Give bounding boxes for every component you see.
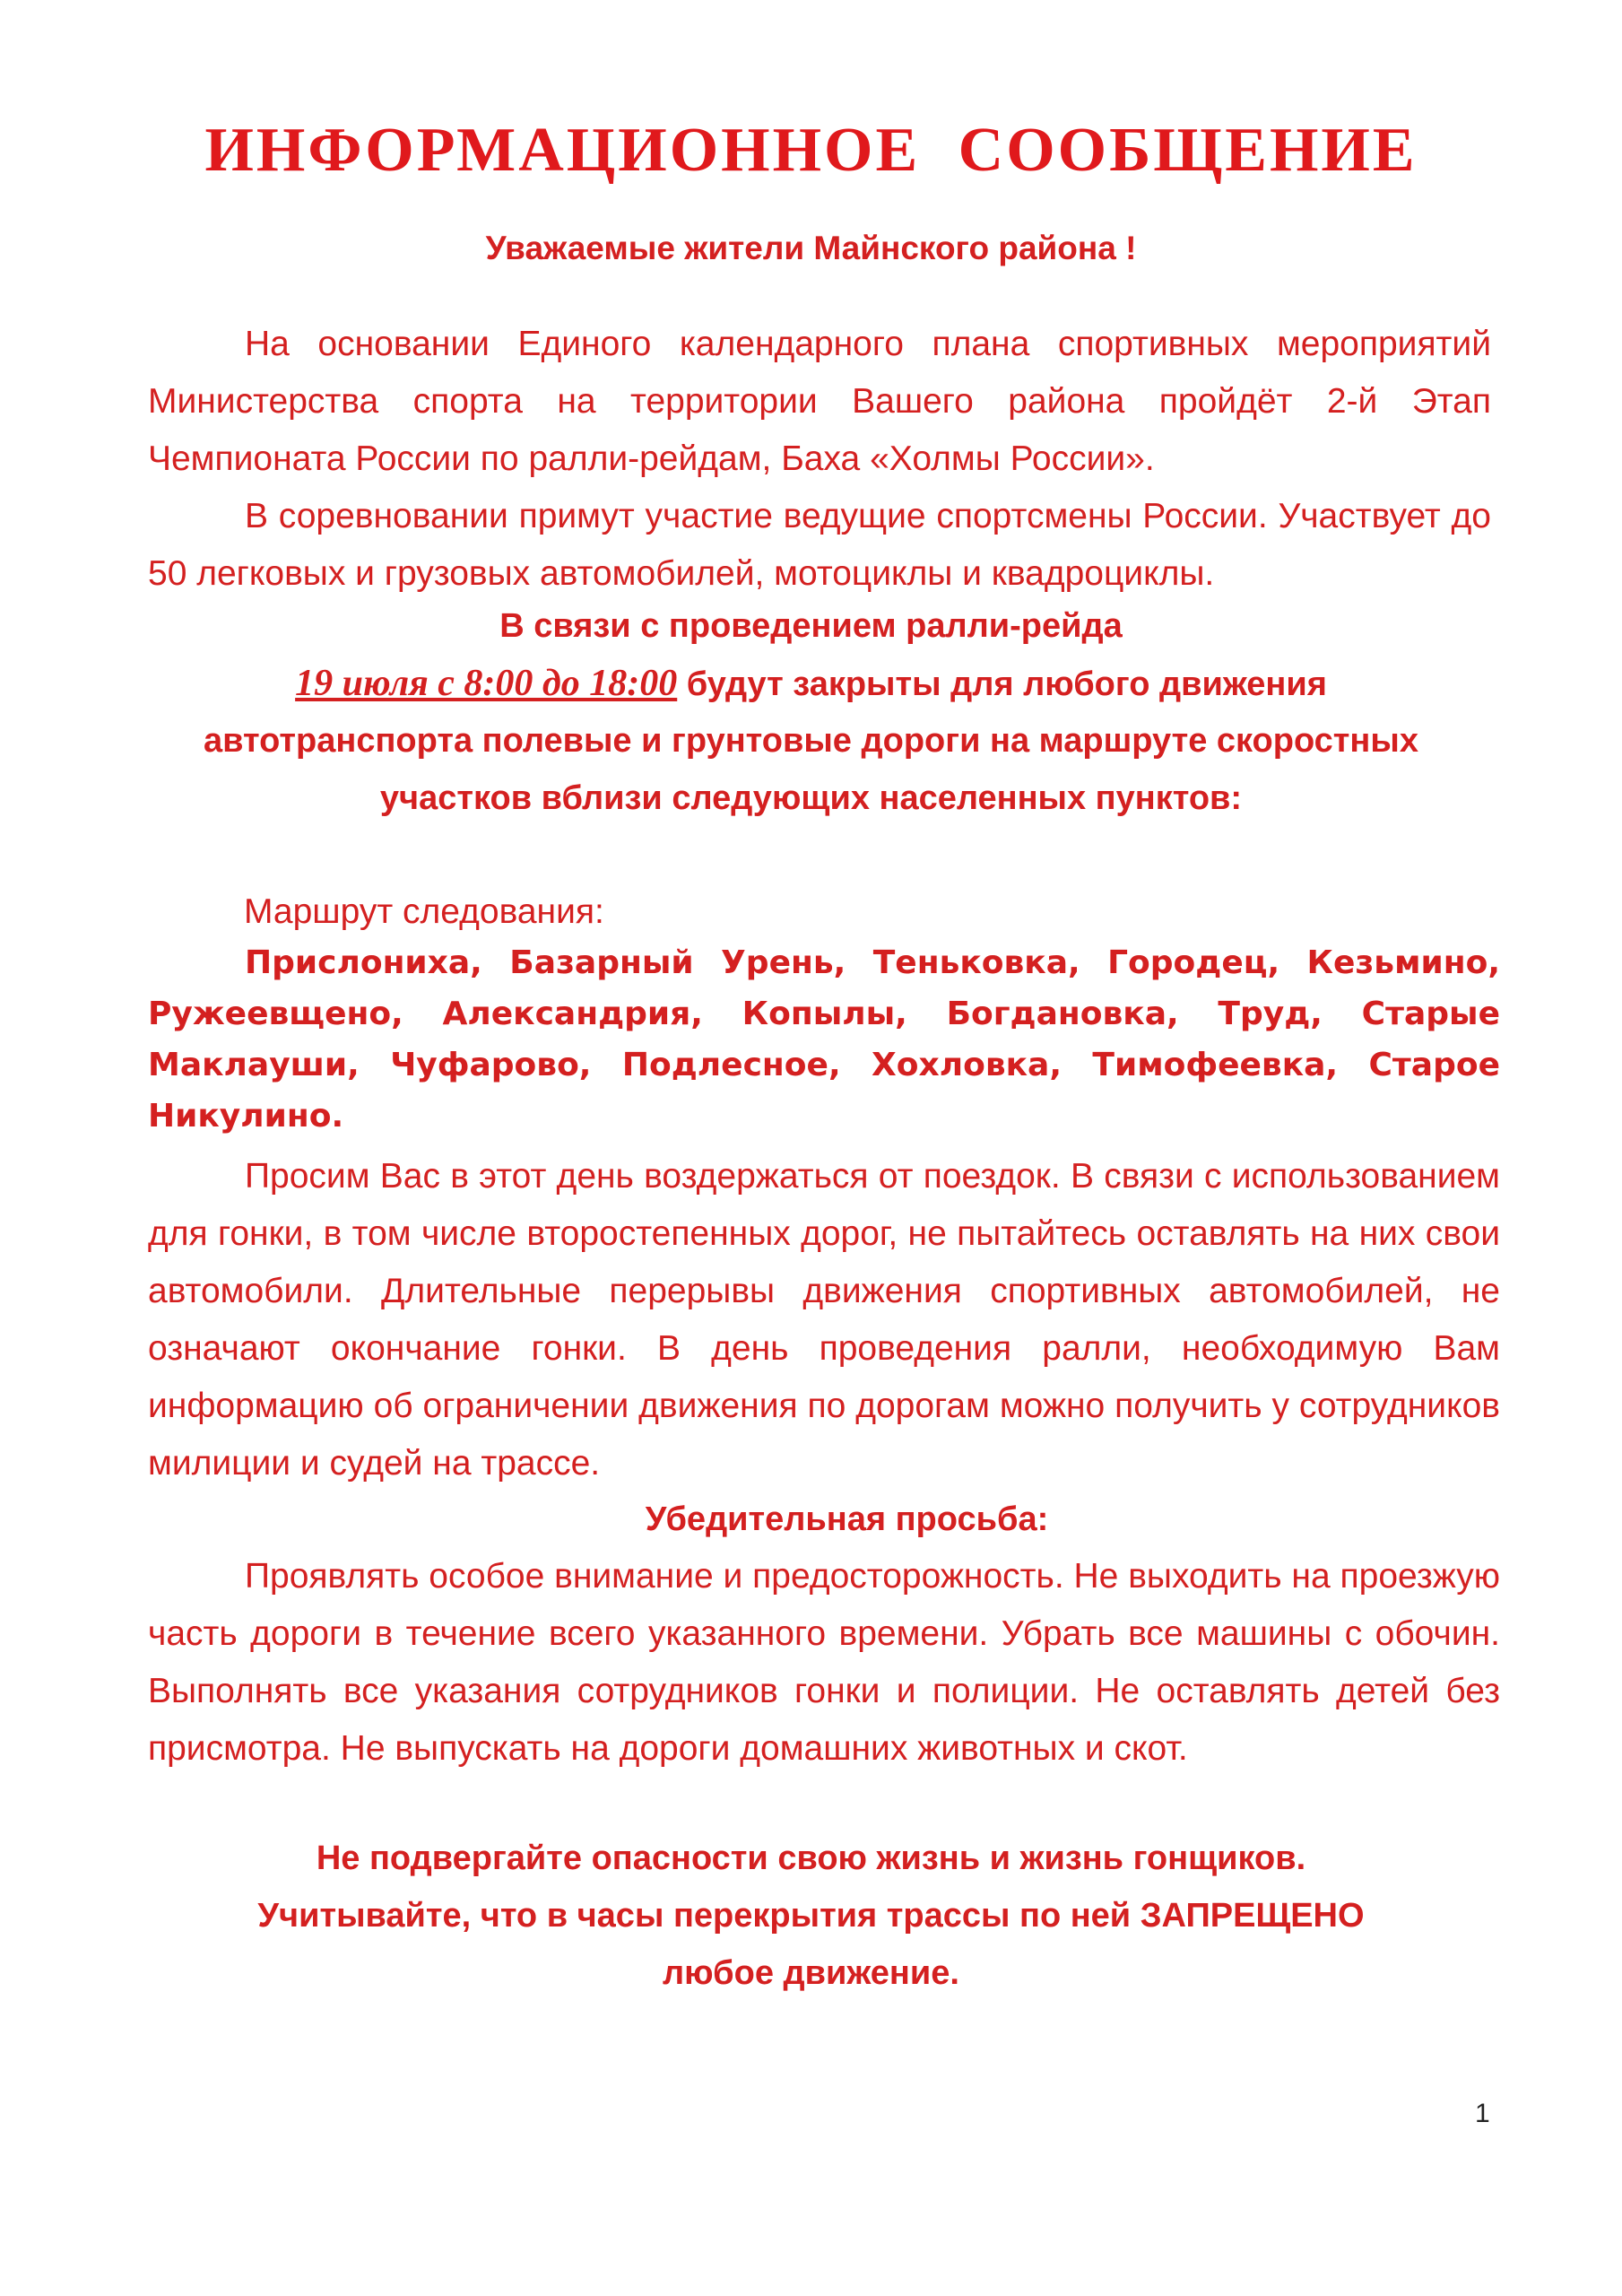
document-title: ИНФОРМАЦИОННОЕ СООБЩЕНИЕ <box>204 116 1418 185</box>
route-label: Маршрут следования: <box>244 892 604 931</box>
page-number: 1 <box>1475 2099 1490 2128</box>
warning-paragraph: Просим Вас в этот день воздержаться от поездок. В связи с использованием для гонки, в том числе второстепенных дорог, не пытайтесь оставлять на них свои автомобили. Длительные перерывы движения спортивных автомобилей, не означают окончание гонки. В день проведения ралли, необходимую Вам информацию об ограничении движения по дорогам можно получить у сотрудников милиции и судей на трассе. <box>148 1157 1500 1483</box>
notice-line-1 <box>0 655 1622 713</box>
route-settlements-list: Прислониха, Базарный Урень, Теньковка, Городец, Кезьмино, Ружеевщено, Александрия, Копылы, Богдановка, Труд, Старые Маклауши, Чуфарово, Подлесное, Хохловка, Тимофеевка, Старое Никулино. <box>148 944 1500 1135</box>
closing-line-3: любое движение. <box>663 1954 959 1992</box>
notice-line-1-text: будут закрыты для любого движения <box>677 665 1327 703</box>
notice-line-3: участков вблизи следующих населенных пунктов: <box>379 779 1243 817</box>
participants-paragraph: В соревновании примут участие ведущие спортсмены России. Участвует до 50 легковых и грузовых автомобилей, мотоциклы и квадроциклы. <box>148 497 1491 593</box>
intro-paragraph: На основании Единого календарного плана спортивных мероприятий Министерства спорта на территории Вашего района пройдёт 2-й Этап Чемпионата России по ралли-рейдам, Баха «Холмы России». <box>148 325 1491 478</box>
notice-line-2: автотранспорта полевые и грунтовые дороги на маршруте скоростных <box>204 722 1418 760</box>
notice-heading: В связи с проведением ралли-рейда <box>499 607 1123 645</box>
request-paragraph: Проявлять особое внимание и предосторожность. Не выходить на проезжую часть дороги в течение всего указанного времени. Убрать все машины с обочин. Выполнять все указания сотрудников гонки и полиции. Не оставлять детей без присмотра. Не выпускать на дороги домашних животных и скот. <box>148 1557 1500 1768</box>
closure-date: 19 июля с 8:00 до 18:00 <box>295 663 678 704</box>
greeting-heading: Уважаемые жители Майнского района ! <box>485 230 1137 266</box>
closing-line-2: Учитывайте, что в часы перекрытия трассы по ней ЗАПРЕЩЕНО <box>257 1897 1365 1935</box>
request-heading: Убедительная просьба: <box>645 1500 1049 1538</box>
closing-line-1: Не подвергайте опасности свою жизнь и жизнь гонщиков. <box>316 1839 1306 1877</box>
